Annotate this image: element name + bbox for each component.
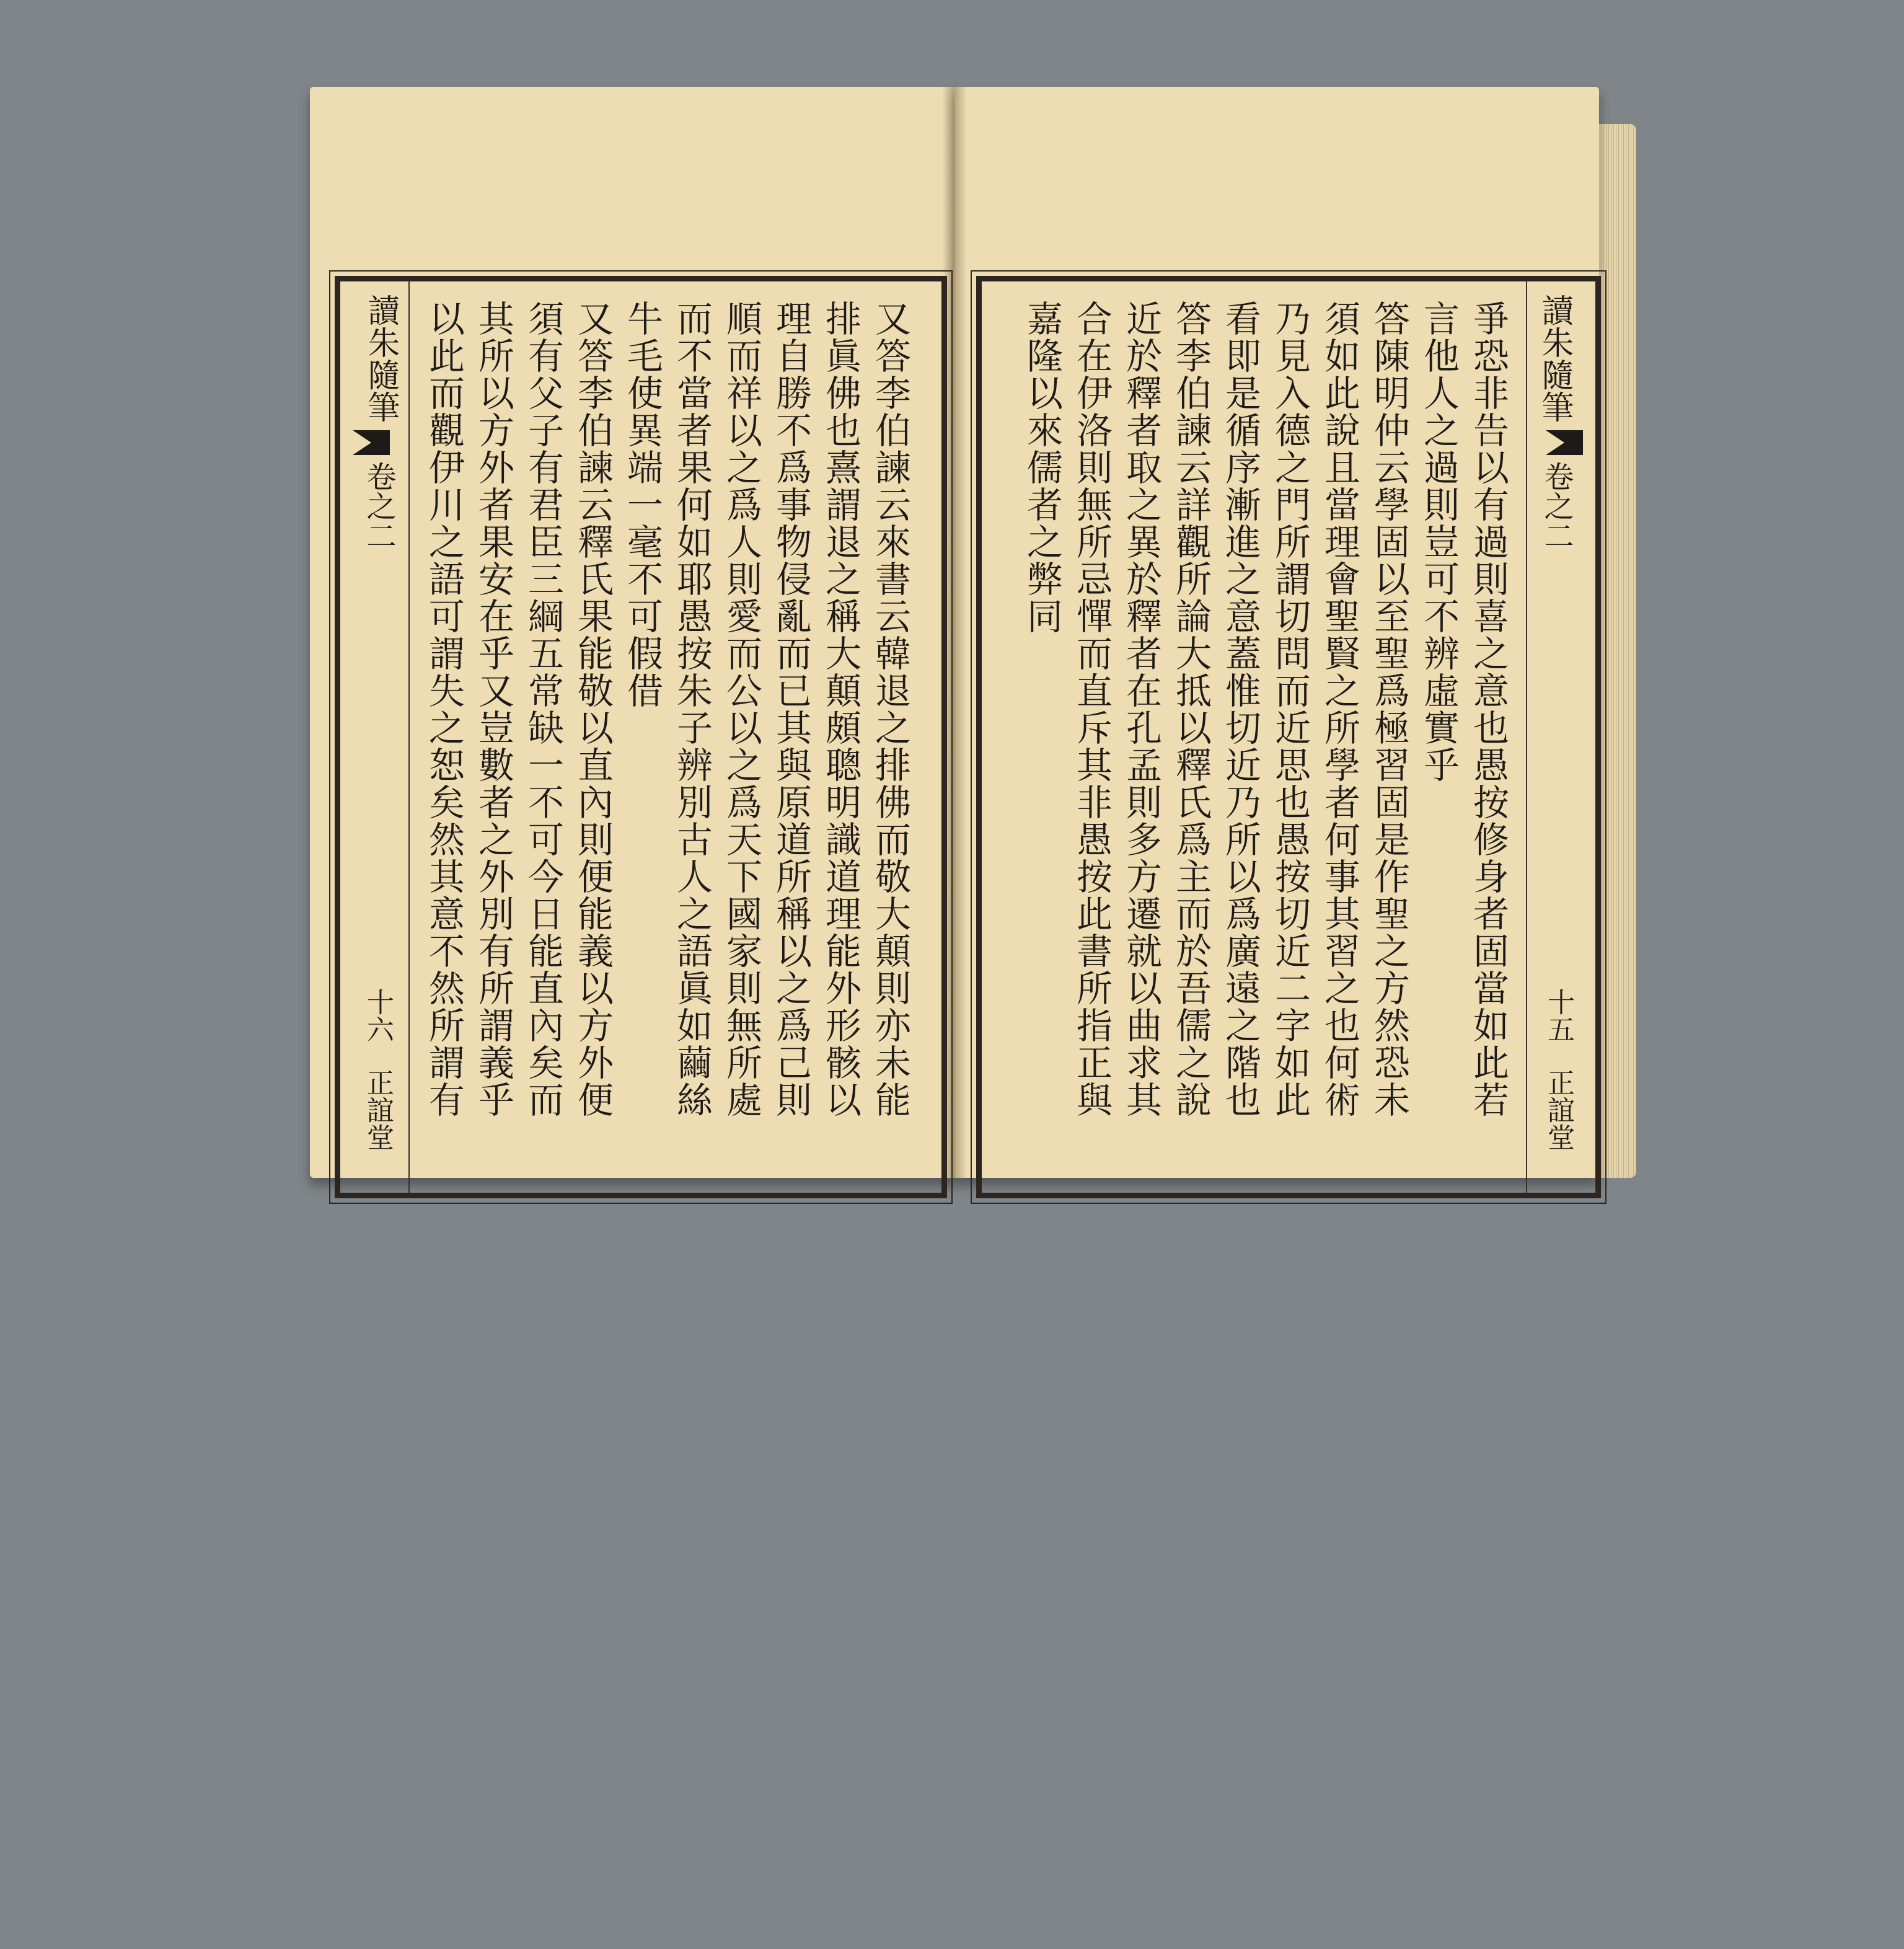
margin-title: 讀朱隨筆 <box>1536 294 1573 423</box>
right-page-frame <box>976 276 1601 1198</box>
text-column: 其所以方外者果安在乎又豈數者之外別有所謂義乎 <box>472 300 514 1118</box>
text-column: 順而祥以之爲人則愛而公以之爲天下國家則無所處 <box>720 300 762 1118</box>
margin-hall: 正誼堂 <box>362 1069 394 1151</box>
text-column: 爭恐非告以有過則喜之意也愚按修身者固當如此若 <box>1467 300 1509 1118</box>
margin-folio: 十六 <box>362 988 394 1043</box>
text-column: 答陳明仲云學固以至聖爲極習固是作聖之方然恐未 <box>1368 300 1410 1118</box>
fish-tail-mark-icon <box>353 430 390 455</box>
text-column: 須有父子有君臣三綱五常缺一不可今日能直內矣而 <box>522 300 564 1118</box>
text-column: 牛毛使異端一毫不可假借 <box>621 300 663 709</box>
margin-juan: 卷之二 <box>1539 461 1574 550</box>
text-column: 排眞佛也熹謂退之稱大顛頗聰明識道理能外形骸以 <box>819 300 862 1118</box>
margin-title: 讀朱隨筆 <box>362 294 399 423</box>
fish-tail-mark-icon <box>1546 430 1583 455</box>
text-column: 須如此說且當理會聖賢之所學者何事其習之也何術 <box>1318 300 1360 1118</box>
text-column: 乃見入德之門所謂切問而近思也愚按切近二字如此 <box>1269 300 1311 1118</box>
margin-hall: 正誼堂 <box>1543 1069 1574 1151</box>
page-stack-edge <box>1599 124 1636 1178</box>
text-column: 以此而觀伊川之語可謂失之恕矣然其意不然所謂有 <box>423 300 465 1118</box>
text-column: 近於釋者取之異於釋者在孔孟則多方遷就以曲求其 <box>1120 300 1162 1118</box>
text-column: 理自勝不爲事物侵亂而已其與原道所稱以之爲己則 <box>770 300 812 1118</box>
open-book <box>310 62 1642 1190</box>
left-page-frame <box>335 276 947 1198</box>
right-page <box>954 87 1599 1178</box>
text-column: 言他人之過則豈可不辨虛實乎 <box>1417 300 1460 784</box>
book-gutter <box>942 87 967 1178</box>
margin-rule <box>408 281 410 1193</box>
left-page <box>310 87 954 1178</box>
margin-folio: 十五 <box>1543 988 1574 1043</box>
margin-rule <box>1526 281 1527 1193</box>
text-column: 嘉隆以來儒者之弊同 <box>1021 300 1063 635</box>
text-column: 又答李伯諫云釋氏果能敬以直內則便能義以方外便 <box>571 300 614 1118</box>
text-column: 而不當者果何如耶愚按朱子辨別古人之語眞如繭絲 <box>671 300 713 1118</box>
margin-juan: 卷之二 <box>361 461 396 550</box>
text-column: 答李伯諫云詳觀所論大抵以釋氏爲主而於吾儒之說 <box>1170 300 1212 1118</box>
text-column: 合在伊洛則無所忌憚而直斥其非愚按此書所指正與 <box>1070 300 1113 1118</box>
text-column: 看即是循序漸進之意蓋惟切近乃所以爲廣遠之階也 <box>1219 300 1261 1118</box>
text-column: 又答李伯諫云來書云韓退之排佛而敬大顛則亦未能 <box>869 300 911 1118</box>
